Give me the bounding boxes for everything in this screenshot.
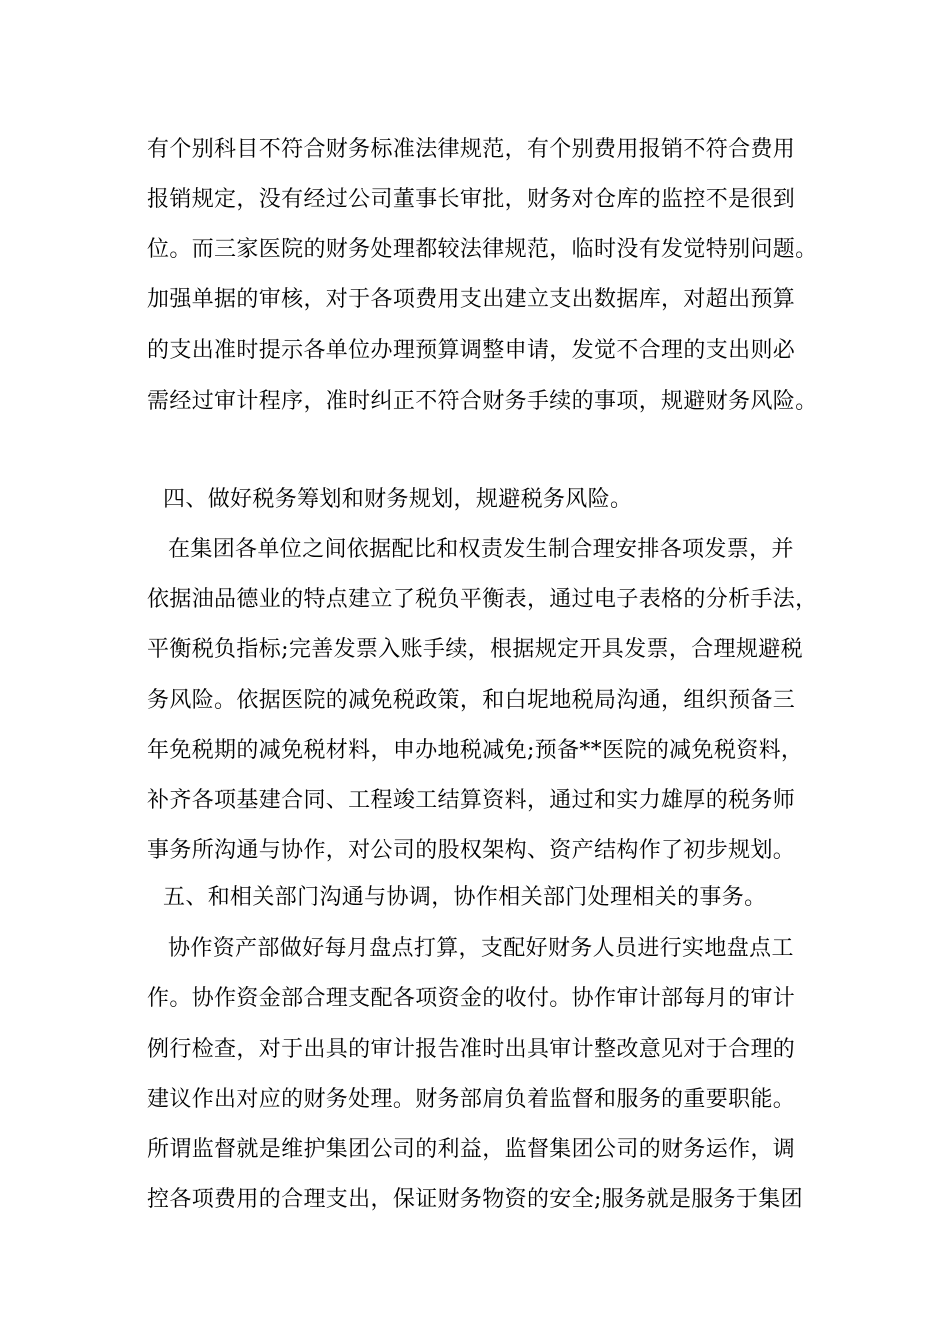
section-heading: 五、和相关部门沟通与协调，协作相关部门处理相关的事务。 bbox=[163, 885, 767, 910]
paragraph-line: 报销规定，没有经过公司董事长审批，财务对仓库的监控不是很到 bbox=[147, 187, 796, 212]
paragraph-line: 的支出准时提示各单位办理预算调整申请，发觉不合理的支出则必 bbox=[147, 338, 796, 363]
paragraph-line: 所谓监督就是维护集团公司的利益，监督集团公司的财务运作，调 bbox=[147, 1137, 796, 1162]
paragraph-line: 有个别科目不符合财务标准法律规范，有个别费用报销不符合费用 bbox=[147, 137, 796, 162]
paragraph-line: 平衡税负指标;完善发票入账手续，根据规定开具发票，合理规避税 bbox=[147, 637, 803, 662]
section-heading: 四、做好税务筹划和财务规划，规避税务风险。 bbox=[163, 487, 633, 512]
paragraph-line: 协作资产部做好每月盘点打算，支配好财务人员进行实地盘点工 bbox=[168, 936, 794, 961]
paragraph-line: 在集团各单位之间依据配比和权责发生制合理安排各项发票，并 bbox=[168, 537, 794, 562]
paragraph-line: 年免税期的减免税材料，申办地税减免;预备**医院的减免税资料， bbox=[147, 738, 804, 763]
paragraph-line: 例行检查，对于出具的审计报告准时出具审计整改意见对于合理的 bbox=[147, 1037, 796, 1062]
paragraph-line: 加强单据的审核，对于各项费用支出建立支出数据库，对超出预算 bbox=[147, 287, 796, 312]
paragraph-line: 控各项费用的合理支出，保证财务物资的安全;服务就是服务于集团 bbox=[147, 1187, 803, 1212]
paragraph-line: 需经过审计程序，准时纠正不符合财务手续的事项，规避财务风险。 bbox=[147, 389, 818, 414]
paragraph-line: 位。而三家医院的财务处理都较法律规范，临时没有发觉特别问题。 bbox=[147, 237, 818, 262]
paragraph-line: 事务所沟通与协作，对公司的股权架构、资产结构作了初步规划。 bbox=[147, 838, 796, 863]
paragraph-line: 作。协作资金部合理支配各项资金的收付。协作审计部每月的审计 bbox=[147, 986, 796, 1011]
paragraph-line: 依据油品德业的特点建立了税负平衡表，通过电子表格的分析手法， bbox=[147, 587, 818, 612]
paragraph-line: 务风险。依据医院的减免税政策，和白坭地税局沟通，组织预备三 bbox=[147, 688, 796, 713]
paragraph-line: 建议作出对应的财务处理。财务部肩负着监督和服务的重要职能。 bbox=[147, 1087, 796, 1112]
paragraph-line: 补齐各项基建合同、工程竣工结算资料，通过和实力雄厚的税务师 bbox=[147, 788, 796, 813]
